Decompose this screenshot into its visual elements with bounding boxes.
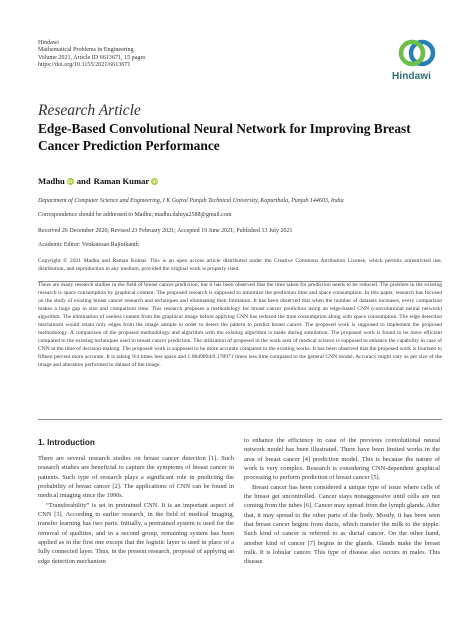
paragraph: There are several research studies on breast cancer detection [1]. Such research studies are beneficial to capture the symptoms of breast cancer in patients. Such type of research plays a significant role in predicting the probability of breast cancer [2]. The applications of CNN can be found in medical imaging since the 1990s.: [38, 455, 234, 500]
correspondence: Correspondence should be addressed to Madhu; madhu.dahiya2588@gmail.com: [38, 212, 232, 218]
author-list: [38, 176, 161, 186]
orcid-icon[interactable]: iD: [68, 178, 73, 184]
logo-wordmark: Hindawi: [392, 71, 432, 82]
copyright-notice: Copyright © 2021 Madhu and Raman Kumar. This is an open access article distributed under the Creative Commons Attribution License, which permits unrestricted use, distribution, and reproduction in any medium, provided the original work is properly cited.: [38, 258, 442, 272]
paragraph: to enhance the efficiency in case of the previous convolutional neural network model has been illustrated. There have been limited works in the area of breast cancer [4] prediction model. This is because the nature of work is very complex. Research is considering CNN-dependent graphical processing to perform prediction of breast cancer [5].: [244, 437, 440, 482]
abstract: There are many research studies in the field of breast cancer prediction, but it has been observed that the time taken for prediction needs to be reduced. The problem in the existing research is space consumption by graphical content. The proposed research is supposed to minimize the prediction time and space consumption. In this paper, research has focused on the study of existing breast cancer research and techniques and eliminating their limitation. It has been observed that when the number of datasets increases, every comparison makes a huge gap in size and comparison time. This research proposes a methodology for breast cancer prediction using an edge-based CNN (convolutional neural network) algorithm. The elimination of useless content from the graphical image before applying CNN has reduced the time consumption along with space consumption. The edge detection mechanism would retain only edges from the image sample in order to detect the pattern to predict breast cancer. The proposed work is supposed to implement the proposed methodology. A comparison of the proposed methodology and algorithm with the existing algorithm is made during simulation. The proposed work is found to be more efficient compared to the existing techniques used in breast cancer prediction. The utilization of proposed in the work area of medical science is supposed to enhance the capability in case of CNN at the time of decision-making. The proposed work is supposed to be more accurate compared to the existing works. It has been observed that the proposed work is fourteen to fifteen percent more accurate. It is taking 9/4 times less space and 1.0849004/0.178971 times less time compared to the general CNN model. Accuracy might vary as per size of the image and alteration performed in dataset of the image.: [38, 282, 442, 368]
affiliation: Department of Computer Science and Engineering, I K Gujral Punjab Technical University, Kapurthala, Punjab 144603, India: [38, 198, 344, 204]
volume-line: Volume 2021, Article ID 6613671, 15 pages: [38, 54, 146, 61]
author-connector: and: [76, 176, 91, 186]
right-column: [244, 436, 440, 567]
section-heading: 1. Introduction: [38, 438, 95, 447]
publisher-line: Hindawi: [38, 40, 59, 46]
publication-dates: Received 26 December 2020; Revised 23 February 2021; Accepted 19 June 2021; Published 13 July 2021: [38, 228, 293, 234]
journal-info: [38, 40, 146, 70]
doi-link[interactable]: https://doi.org/10.1155/2021/6613671: [38, 62, 131, 69]
paragraph: “Transferability” is set in pretrained CNN. It is an important aspect of CNN [3]. According to earlier research, in the field of medical imaging, transfer learning has two parts. Initially, a pretrained system is used for the removal of qualities, and in a second group, remaining system has been applied as in the first one except that the logistic layer is used in place of a fully connected layer. Thus, in the present research, proposal of applying an edge detection mechanism: [38, 501, 234, 565]
journal-name: Mathematical Problems in Engineering: [38, 47, 134, 54]
author-name[interactable]: Madhu: [38, 176, 65, 186]
orcid-icon[interactable]: iD: [152, 178, 157, 184]
paragraph: Breast cancer has been considered a unique type of issue where cells of the breast get uncontrolled. Cancer stays nonaggressive until cells are not coming from the tubes [6]. Cancer may spread from the lymph glands. After that, it may spread to the other parts of the body. Mostly, it has been seen that breast cancer begins from ducts, which transfer the milk to the nipple. Such kind of cancer is referred to as ductal cancer. On the other hand, another kind of cancer [7] begins in the glands. Glands make the breast milk. It is lobular cancer. This type of disease also occurs in males. This disease: [244, 483, 440, 566]
paper-title: Edge-Based Convolutional Neural Network for Improving Breast Cancer Prediction Performance: [38, 121, 411, 153]
academic-editor: Academic Editor: Venkatesan Rajinikanth: [38, 242, 139, 248]
article-type: Research Article: [38, 102, 141, 119]
left-column: [38, 436, 234, 566]
author-name[interactable]: Raman Kumar: [93, 176, 150, 186]
abstract-bottom-divider: [38, 419, 442, 420]
